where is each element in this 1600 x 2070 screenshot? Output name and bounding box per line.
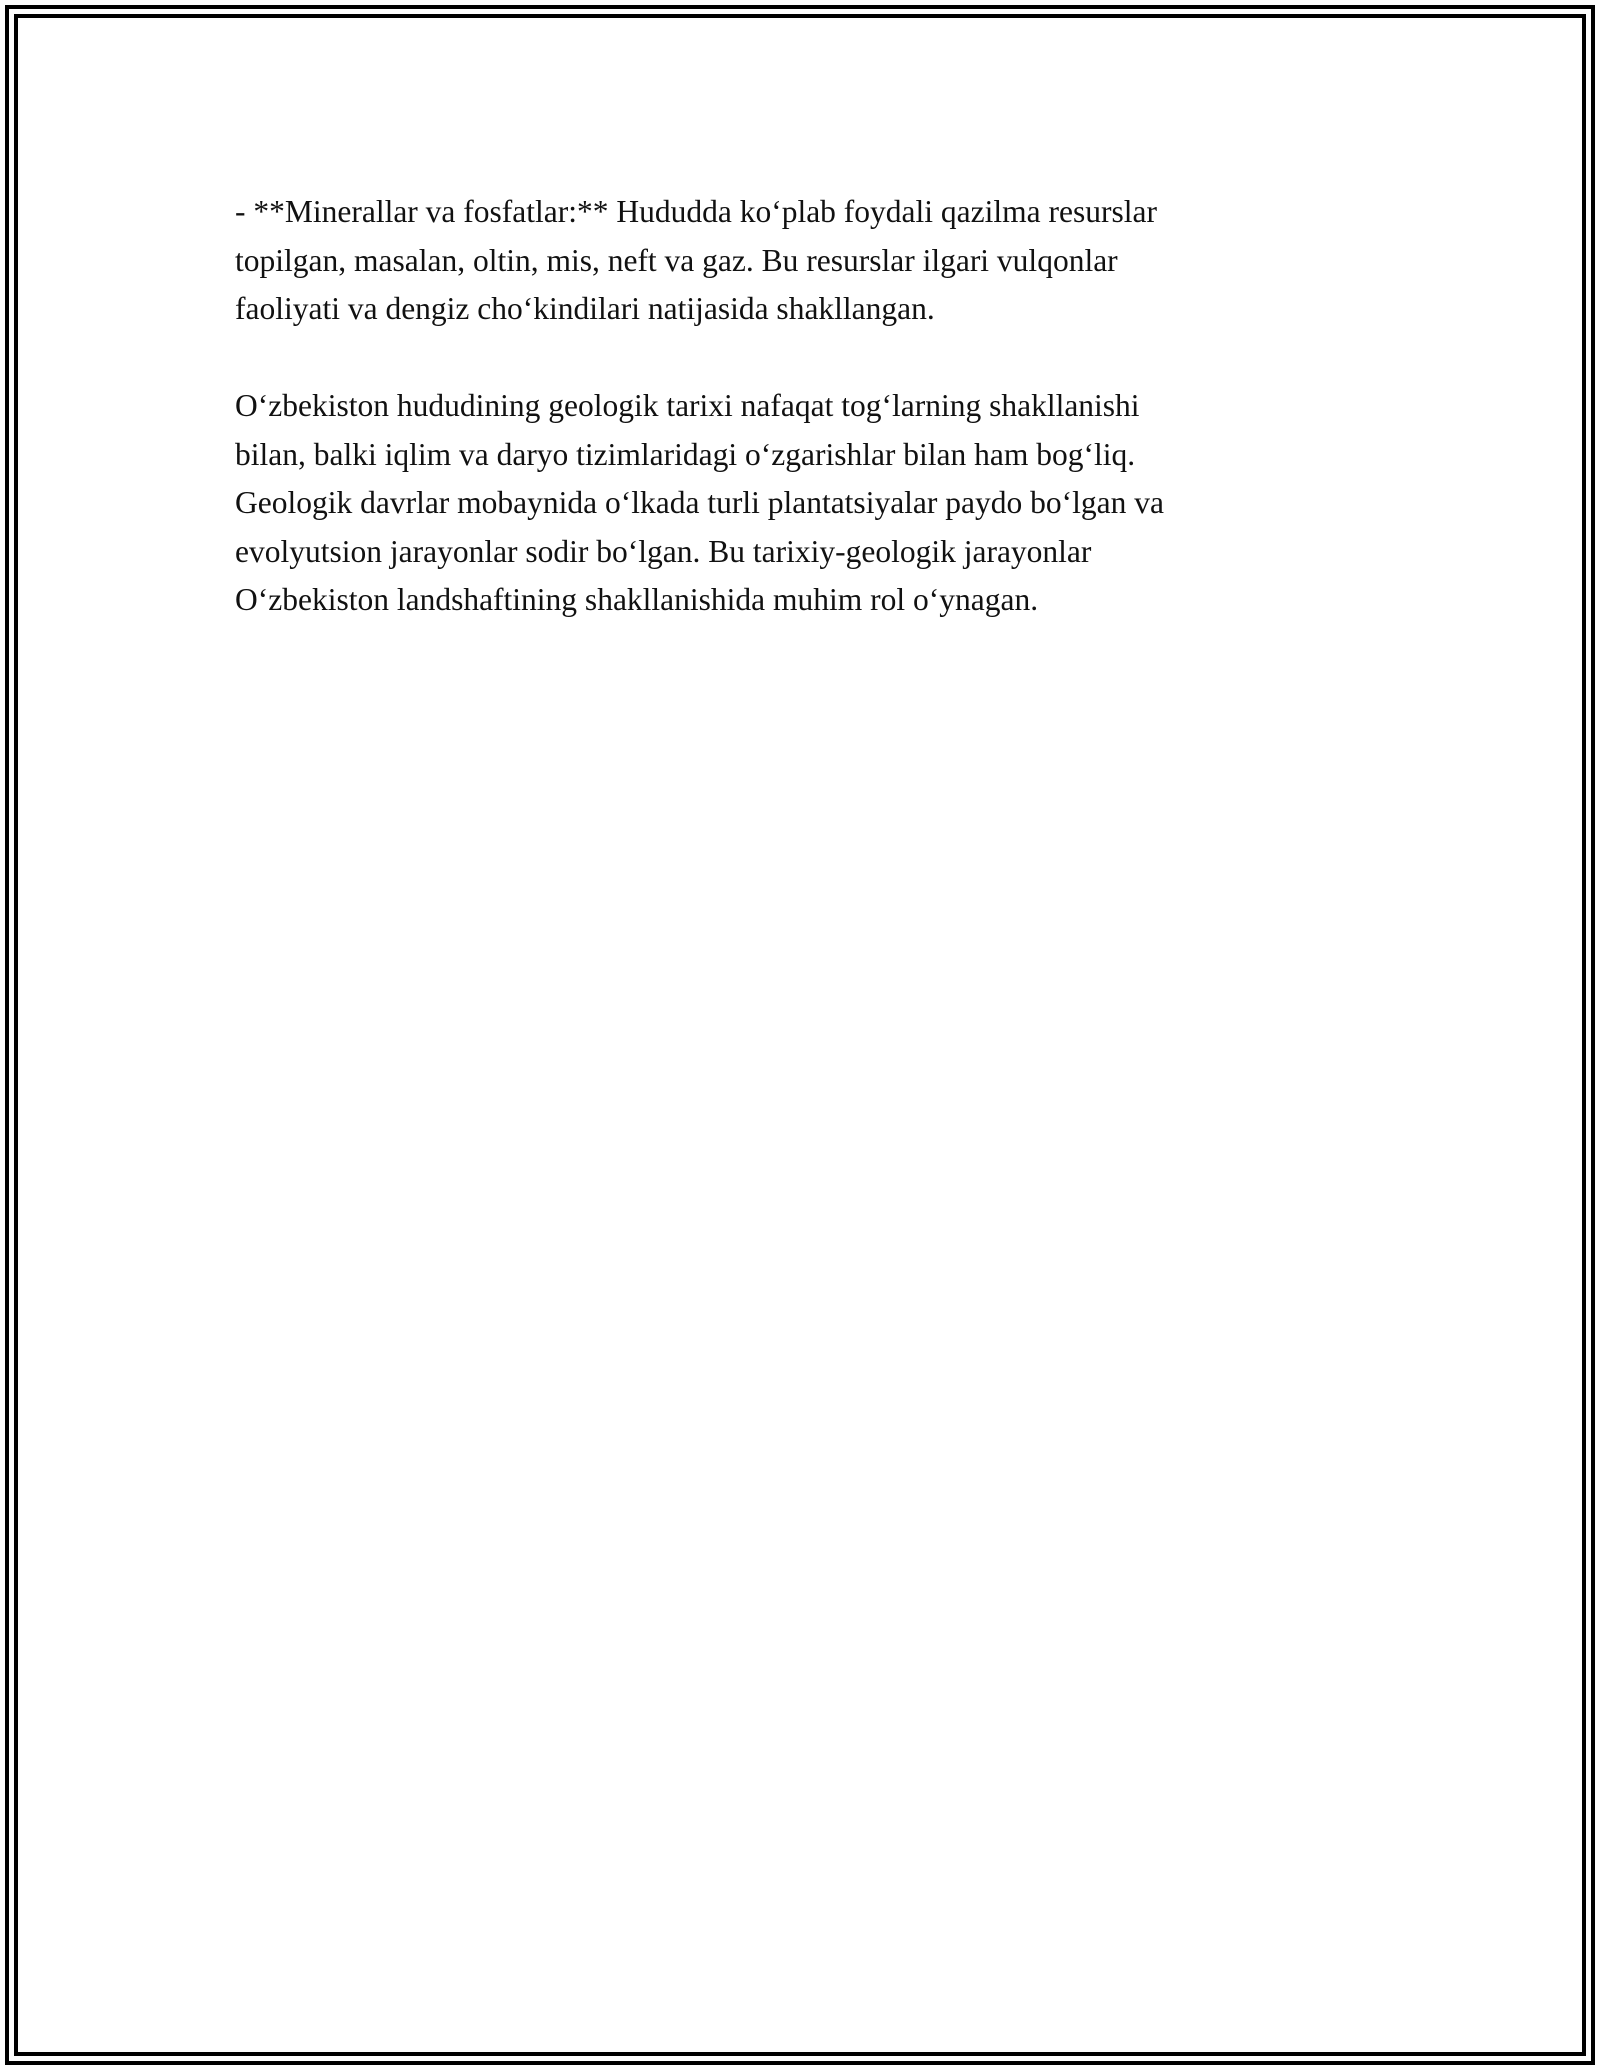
paragraph-line: - **Minerallar va fosfatlar:** Hududda koʻplab foydali qazilma resurslar bbox=[235, 194, 1157, 229]
paragraph-line: topilgan, masalan, oltin, mis, neft va gaz. Bu resurslar ilgari vulqonlar bbox=[235, 242, 1118, 278]
document-body bbox=[235, 188, 1365, 625]
paragraph-line: evolyutsion jarayonlar sodir boʻlgan. Bu tarixiy-geologik jarayonlar bbox=[235, 533, 1092, 569]
paragraph-line: Oʻzbekiston landshaftining shakllanishida muhim rol oʻynagan. bbox=[235, 582, 1039, 617]
paragraph-line: faoliyati va dengiz choʻkindilari natijasida shakllangan. bbox=[235, 291, 935, 326]
paragraph-line: Geologik davrlar mobaynida oʻlkada turli plantatsiyalar paydo boʻlgan va bbox=[235, 485, 1164, 520]
paragraph-line: Oʻzbekiston hududining geologik tarixi nafaqat togʻlarning shakllanishi bbox=[235, 388, 1140, 423]
minerals-paragraph bbox=[235, 188, 1365, 334]
paragraph-line: bilan, balki iqlim va daryo tizimlaridagi oʻzgarishlar bilan ham bogʻliq. bbox=[235, 436, 1136, 472]
geology-paragraph bbox=[235, 382, 1365, 625]
